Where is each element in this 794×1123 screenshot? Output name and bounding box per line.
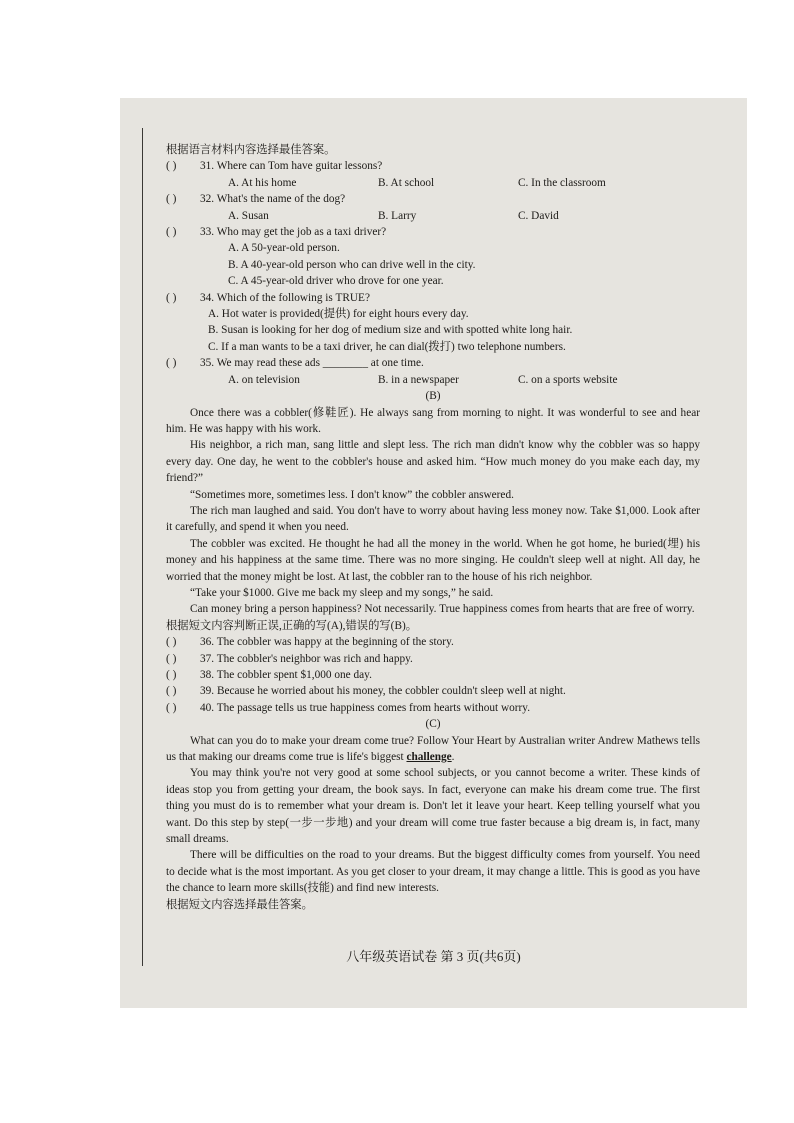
option: B. in a newspaper bbox=[378, 373, 459, 386]
question-stem: 37. The cobbler's neighbor was rich and happy. bbox=[200, 652, 413, 665]
margin-line bbox=[142, 128, 143, 966]
option: A. At his home bbox=[228, 176, 297, 189]
question-stem: 40. The passage tells us true happiness comes from hearts without worry. bbox=[200, 701, 531, 714]
options-32 bbox=[166, 208, 700, 224]
question-stem: 35. We may read these ads ________ at one time. bbox=[200, 357, 424, 370]
question-stem: 33. Who may get the job as a taxi driver? bbox=[200, 226, 387, 239]
passage-b-paragraph: The cobbler was excited. He thought he had all the money in the world. When he got home, he buried(埋) his money and his happiness at the same time. There was no more singing. He couldn't sleep well at night. All day, he worried that the money might be lost. At last, the cobbler ran to the house of his rich neighbor. bbox=[166, 537, 700, 583]
option: C. David bbox=[518, 209, 559, 222]
option: A. A 50-year-old person. bbox=[228, 242, 340, 255]
answer-blank[interactable]: ( ) bbox=[166, 636, 177, 649]
option: B. A 40-year-old person who can drive well in the city. bbox=[228, 258, 476, 271]
answer-blank[interactable]: ( ) bbox=[166, 226, 177, 239]
question-stem: 36. The cobbler was happy at the beginning of the story. bbox=[200, 636, 454, 649]
option: A. on television bbox=[228, 373, 300, 386]
question-stem: 38. The cobbler spent $1,000 one day. bbox=[200, 669, 372, 681]
passage-b-paragraph: The rich man laughed and said. You don't have to worry about having less money now. Take $1,000. Look after it carefully, and spend it when you need. bbox=[166, 504, 700, 534]
question-38 bbox=[166, 667, 700, 683]
option: C. In the classroom bbox=[518, 176, 606, 189]
answer-blank[interactable]: ( ) bbox=[166, 160, 177, 173]
option: B. Susan is looking for her dog of medium size and with spotted white long hair. bbox=[208, 324, 573, 337]
option: A. Susan bbox=[228, 209, 269, 222]
question-36 bbox=[166, 634, 700, 650]
question-32 bbox=[166, 191, 700, 207]
answer-blank[interactable]: ( ) bbox=[166, 685, 177, 698]
instructions-b: 根据短文内容判断正误,正确的写(A),错误的写(B)。 bbox=[166, 619, 418, 632]
passage-c-paragraph: There will be difficulties on the road to your dreams. But the biggest difficulty comes from yourself. You need to decide what is the most important. As you get closer to your dream, it may change a little. This is good as you have the chance to learn more skills(技能) and find new interests. bbox=[166, 849, 700, 895]
passage-b-paragraph: “Sometimes more, sometimes less. I don't know” the cobbler answered. bbox=[190, 488, 514, 501]
passage-b-paragraph: Once there was a cobbler(修鞋匠). He always sang from morning to night. It was wonderful to see and hear him. He was happy with his work. bbox=[166, 406, 700, 435]
instructions-a: 根据语言材料内容选择最佳答案。 bbox=[166, 144, 336, 156]
passage-c-text: What can you do to make your dream come true? Follow Your Heart by Australian writer Andrew Mathews tells us that making our dreams come true is life's biggest bbox=[166, 734, 700, 764]
option: B. Larry bbox=[378, 209, 417, 222]
passage-b-paragraph: “Take your $1000. Give me back my sleep and my songs,” he said. bbox=[190, 586, 494, 599]
passage-b-paragraph: Can money bring a person happiness? Not necessarily. True happiness comes from hearts that are free of worry. bbox=[190, 603, 695, 616]
option: B. At school bbox=[378, 176, 435, 189]
question-stem: 32. What's the name of the dog? bbox=[200, 193, 346, 206]
question-31 bbox=[166, 158, 700, 174]
question-39 bbox=[166, 683, 700, 699]
instructions-c: 根据短文内容选择最佳答案。 bbox=[166, 898, 313, 911]
options-31 bbox=[166, 175, 700, 191]
section-c-heading: (C) bbox=[425, 718, 441, 731]
answer-blank[interactable]: ( ) bbox=[166, 652, 177, 665]
answer-blank[interactable]: ( ) bbox=[166, 357, 177, 370]
option: C. A 45-year-old driver who drove for one year. bbox=[228, 275, 444, 288]
passage-c-paragraph: You may think you're not very good at some school subjects, or you cannot become a writer. These kinds of ideas stop you from getting your dream, the book says. In fact, everyone can make his dream come true. The first thing you must do is to remember what your dream is. Don't let it leave your heart. Keep telling yourself what you want. Do this step by step(一步一步地) and your dream will come true faster because a big dream is, in fact, many small dreams. bbox=[166, 767, 700, 846]
underlined-word: challenge bbox=[406, 751, 452, 764]
section-b-heading: (B) bbox=[425, 390, 441, 403]
options-35 bbox=[166, 372, 700, 388]
question-33 bbox=[166, 224, 700, 240]
answer-blank[interactable]: ( ) bbox=[166, 291, 177, 304]
option: A. Hot water is provided(提供) for eight hours every day. bbox=[208, 308, 469, 321]
passage-c-text: . bbox=[451, 751, 455, 764]
passage-c-paragraph bbox=[166, 733, 700, 766]
passage-b-paragraph: His neighbor, a rich man, sang little and slept less. The rich man didn't know why the cobbler was so happy every day. One day, he went to the cobbler's house and asked him. “How much money do you make each day, my friend?” bbox=[166, 439, 700, 485]
question-34 bbox=[166, 290, 700, 306]
question-stem: 34. Which of the following is TRUE? bbox=[200, 291, 370, 304]
option: C. on a sports website bbox=[518, 373, 618, 386]
question-40 bbox=[166, 700, 700, 716]
page-footer: 八年级英语试卷 第 3 页(共6页) bbox=[346, 949, 521, 964]
option: C. If a man wants to be a taxi driver, he can dial(拨打) two telephone numbers. bbox=[208, 340, 566, 353]
answer-blank[interactable]: ( ) bbox=[166, 701, 177, 714]
answer-blank[interactable]: ( ) bbox=[166, 669, 177, 681]
question-37 bbox=[166, 651, 700, 667]
question-35 bbox=[166, 355, 700, 371]
question-stem: 31. Where can Tom have guitar lessons? bbox=[200, 160, 383, 173]
page-content bbox=[166, 142, 700, 913]
exam-page-photo bbox=[120, 98, 747, 1008]
answer-blank[interactable]: ( ) bbox=[166, 193, 177, 206]
question-stem: 39. Because he worried about his money, the cobbler couldn't sleep well at night. bbox=[200, 685, 566, 698]
